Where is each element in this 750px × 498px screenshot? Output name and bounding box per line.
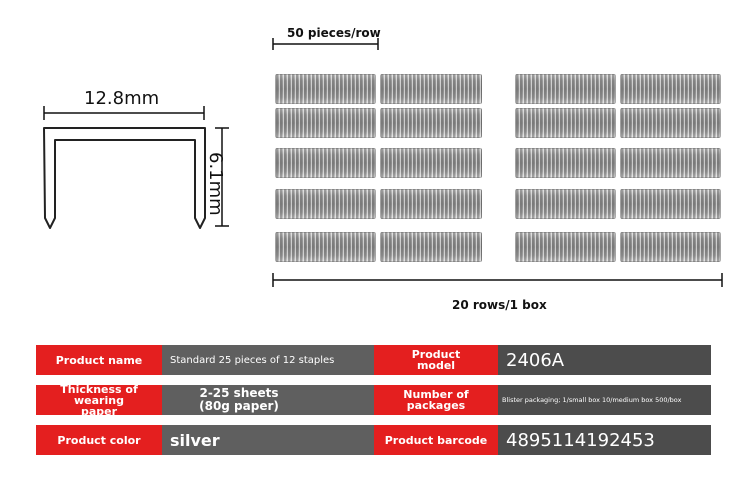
staple-strip <box>620 74 721 104</box>
staple-strip <box>620 189 721 219</box>
staple-strip <box>275 189 376 219</box>
spec-value: 2-25 sheets (80g paper) <box>162 385 374 415</box>
staple-width-label: 12.8mm <box>84 88 160 109</box>
staple-strip <box>380 148 482 178</box>
staple-strip <box>380 232 482 262</box>
spec-row <box>36 425 711 455</box>
spec-row <box>36 382 711 418</box>
staple-strip <box>515 232 616 262</box>
staple-strip <box>275 232 376 262</box>
spec-label: Product color <box>36 425 162 455</box>
spec-label: Number of packages <box>374 385 498 415</box>
staple-strip <box>275 148 376 178</box>
spec-label: Product name <box>36 345 162 375</box>
staple-strip <box>380 189 482 219</box>
staple-height-label: 6.1mm <box>205 152 226 216</box>
spec-value: silver <box>162 425 374 455</box>
spec-value: Standard 25 pieces of 12 staples <box>162 345 374 375</box>
staple-strip <box>275 108 376 138</box>
spec-value: 2406A <box>498 345 711 375</box>
staple-strip <box>515 74 616 104</box>
spec-label: Product barcode <box>374 425 498 455</box>
staple-strip <box>515 148 616 178</box>
spec-label: Thickness of wearing paper <box>36 385 162 415</box>
pieces-per-row-label: 50 pieces/row <box>287 26 381 40</box>
spec-label: Product model <box>374 345 498 375</box>
rows-per-box-label: 20 rows/1 box <box>452 298 547 312</box>
staple-strip <box>380 74 482 104</box>
staple-strip <box>515 189 616 219</box>
spec-row <box>36 345 711 375</box>
spec-value: Blister packaging; 1/small box 10/medium box 500/box <box>498 385 711 415</box>
staple-strip <box>515 108 616 138</box>
staple-strip <box>380 108 482 138</box>
staple-strip <box>620 148 721 178</box>
spec-value: 4895114192453 <box>498 425 711 455</box>
staple-strip <box>620 232 721 262</box>
staple-strip <box>275 74 376 104</box>
staple-strip <box>620 108 721 138</box>
